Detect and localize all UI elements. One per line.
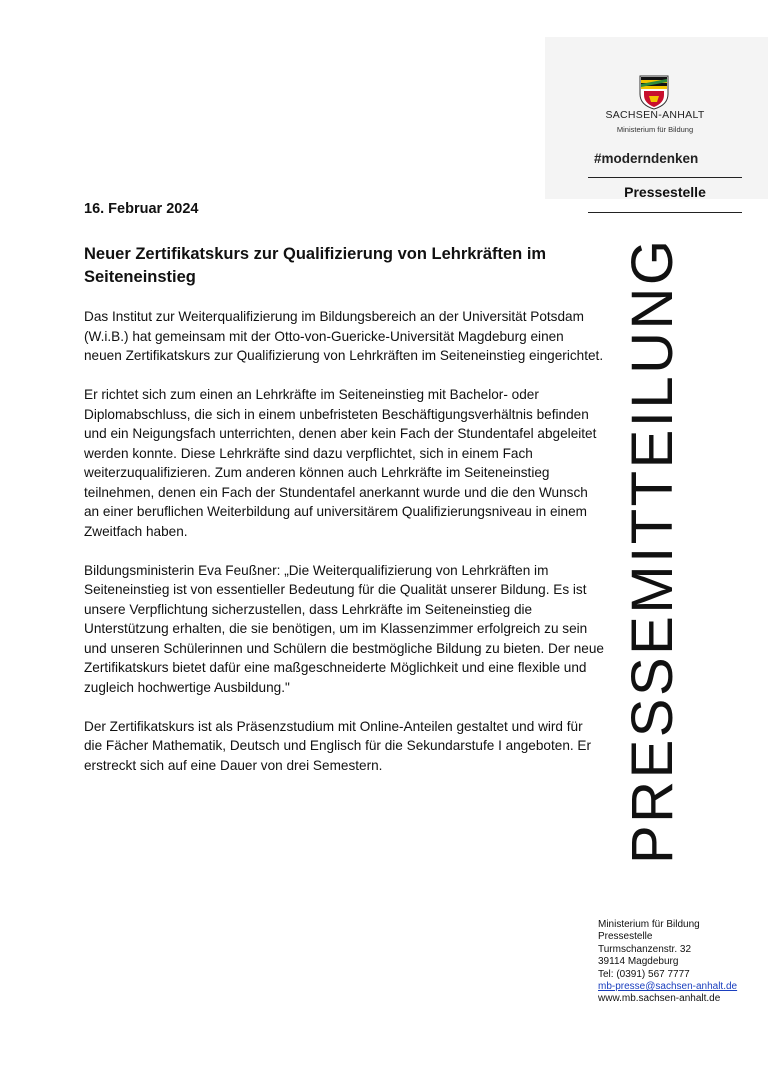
website-link[interactable]: www.mb.sachsen-anhalt.de [598,993,721,1005]
coat-of-arms-icon [636,72,672,110]
contact-city: 39114 Magdeburg [598,956,679,968]
department-label: Pressestelle [624,184,706,200]
contact-ministry: Ministerium für Bildung [598,919,700,930]
ministry-subtitle: Ministerium für Bildung [616,125,694,134]
contact-phone: Tel: (0391) 567 7777 [598,968,690,980]
headline: Neuer Zertifikatskurs zur Qualifizierung von Lehrkräften im Seiteneinstieg [84,245,547,286]
article-body [84,307,604,795]
paragraph: Er richtet sich zum einen an Lehrkräfte im Seiteneinstieg mit Bachelor- oder Diplomabschluss, die sich in einem unbefristeten Beschäftigungsverhältnis befinden und ein Neigungsfach unterrichten, denen aber kein Fach der Stundentafel abgeleitet werden konnte. Diese Lehrkräfte sind dazu verpflichtet, sich in einem Fach weiterzuqualifizieren. Zum anderen können auch Lehrkräfte im Seiteneinstieg teilnehmen, denen ein Fach der Stundentafel anerkannt wurde und die den Wunsch an einer beruflichen Weiterbildung auf universitärem Qualifizierungsniveau in einem Zweitfach haben. [84,387,597,539]
divider-bottom [588,212,742,213]
contact-office: Pressestelle [598,931,653,943]
paragraph: Bildungsministerin Eva Feußner: „Die Weiterqualifizierung von Lehrkräften im Seiteneinstieg ist von essentieller Bedeutung für die Qualität unserer Bildung. Es ist unsere Verpflichtung sicherzustellen, dass Lehrkräfte im Seiteneinstieg die Unterstützung erhalten, die sie benötigen, um im Klassenzimmer erfolgreich zu sein und unseren Schülerinnen und Schülern die bestmögliche Bildung zu bieten. Der neue Zertifikatskurs bietet dafür eine maßgeschneiderte Möglichkeit und eine flexible und zugleich hochwertige Ausbildung." [84,562,604,695]
vertical-title: PRESSEMITTEILUNG [620,237,685,864]
email-link[interactable]: mb-presse@sachsen-anhalt.de [598,981,738,993]
press-date: 16. Februar 2024 [84,201,199,217]
paragraph: Das Institut zur Weiterqualifizierung im Bildungsbereich an der Universität Potsdam (W.i.B.) hat gemeinsam mit der Otto-von-Guericke-Universität Magdeburg einen neuen Zertifikatskurs zur Qualifizierung von Lehrkräften im Seiteneinstieg eingerichtet. [84,309,604,363]
hashtag: #moderndenken [594,151,699,166]
contact-block [598,919,737,1006]
divider-top [588,177,742,178]
contact-street: Turmschanzenstr. 32 [598,943,692,955]
state-name: SACHSEN-ANHALT [605,109,705,121]
paragraph: Der Zertifikatskurs ist als Präsenzstudium mit Online-Anteilen gestaltet und wird für die Fächer Mathematik, Deutsch und Englisch für die Sekundarstufe I angeboten. Er erstreckt sich auf eine Dauer von drei Semestern. [84,718,592,773]
